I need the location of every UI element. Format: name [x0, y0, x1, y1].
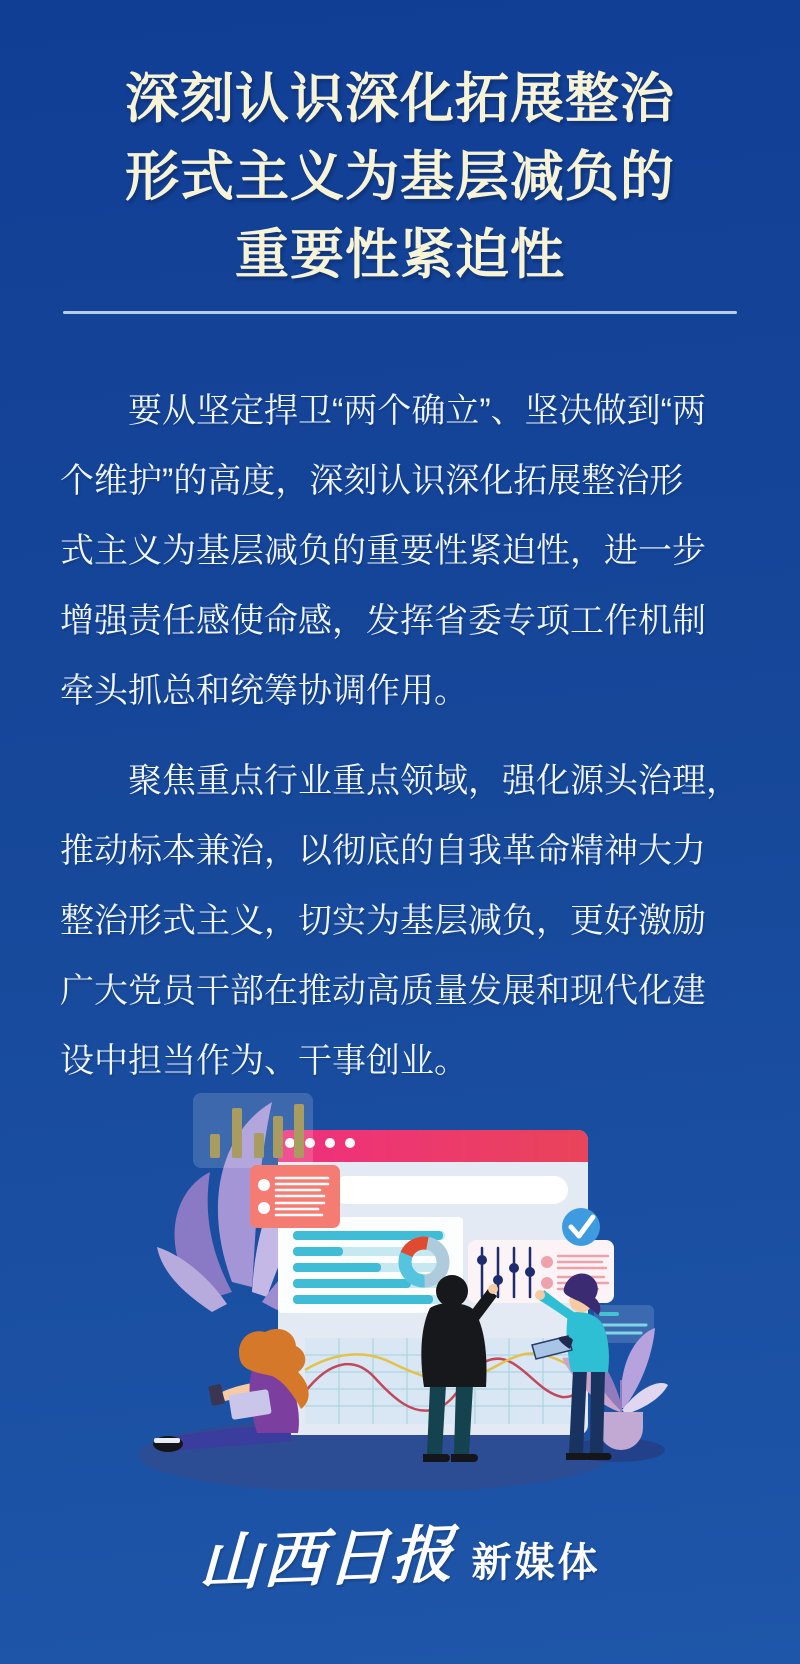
- body-paragraph-1: [60, 376, 740, 726]
- paragraph-line: 整治形式主义，切实为基层减负，更好激励: [60, 902, 706, 940]
- bar-chart-card: [193, 1093, 313, 1168]
- paragraph-line: 增强责任感使命感，发挥省委专项工作机制: [60, 602, 706, 640]
- window-header: [278, 1130, 588, 1162]
- search-bar: [332, 1176, 568, 1204]
- paragraph-line: 要从坚定捍卫“两个确立”、坚决做到“两: [128, 392, 706, 430]
- title-line-1: 深刻认识深化拓展整治: [125, 69, 675, 129]
- dashboard-illustration: [140, 1040, 670, 1490]
- paragraph-line: 牵头抓总和统筹协调作用。: [60, 672, 468, 710]
- sitting-woman-reading: [153, 1329, 309, 1452]
- paragraph-line: 推动标本兼治，以彻底的自我革命精神大力: [60, 832, 706, 870]
- progress-panel: [278, 1217, 463, 1313]
- paragraph-line: 个维护”的高度，深刻认识深化拓展整治形: [60, 462, 684, 500]
- list-card: [250, 1165, 340, 1228]
- paragraph-line: 聚焦重点行业重点领域，强化源头治理，: [128, 762, 740, 800]
- page-title: [0, 60, 800, 294]
- title-line-2: 形式主义为基层减负的: [125, 147, 675, 207]
- paragraph-line: 设中担当作为、干事创业。: [60, 1042, 468, 1080]
- divider-line: [63, 311, 737, 314]
- check-badge-icon: [562, 1208, 600, 1246]
- brand-script-text: 山西日报: [198, 1517, 457, 1600]
- brand-logo: [0, 1517, 800, 1600]
- paragraph-line: 式主义为基层减负的重要性紧迫性，进一步: [60, 532, 706, 570]
- title-line-3: 重要性紧迫性: [235, 225, 565, 285]
- brand-suffix-text: 新媒体: [471, 1540, 601, 1585]
- paragraph-line: 广大党员干部在推动高质量发展和现代化建: [60, 972, 706, 1010]
